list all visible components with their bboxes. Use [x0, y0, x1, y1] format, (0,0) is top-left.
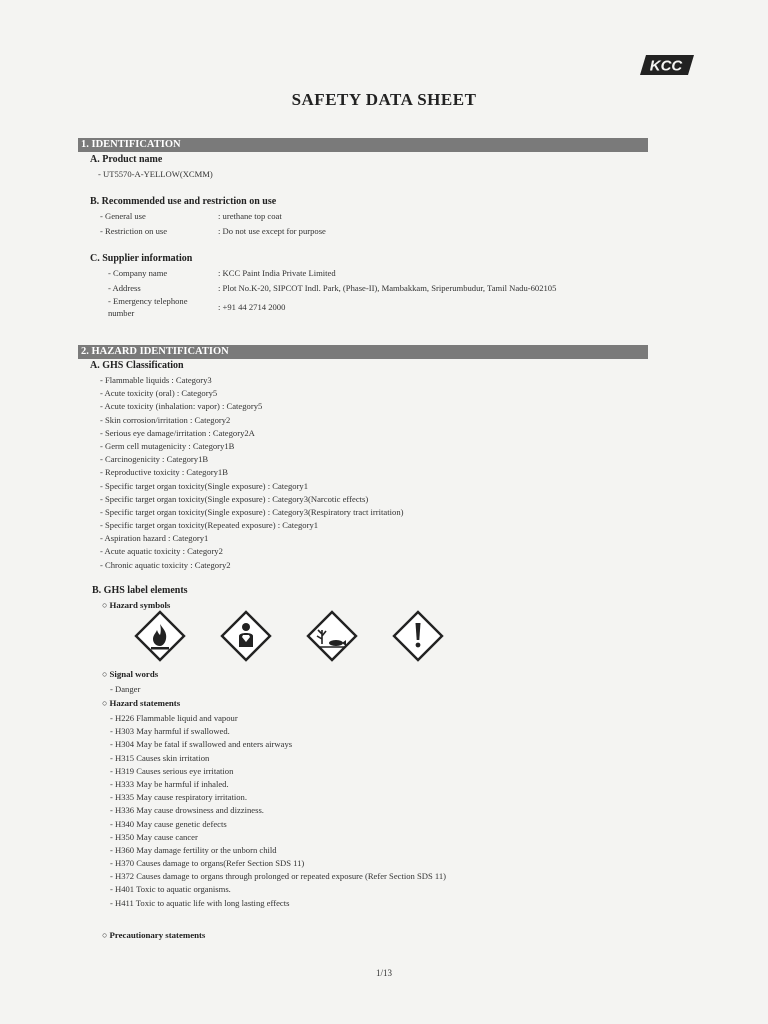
emergency-phone-label-1: - Emergency telephone — [108, 296, 188, 306]
hazard-statement: - H335 May cause respiratory irritation. — [110, 792, 247, 803]
ghs-classification-heading: A. GHS Classification — [90, 360, 184, 371]
address-label: - Address — [108, 283, 141, 293]
hazard-statement: - H319 Causes serious eye irritation — [110, 765, 234, 776]
ghs-item: - Specific target organ toxicity(Single exposure) : Category3(Respiratory tract irritation) — [100, 506, 404, 517]
product-name-heading: A. Product name — [90, 154, 163, 165]
ghs-classification-list — [100, 374, 403, 572]
ghs-item: - Acute toxicity (oral) : Category5 — [100, 388, 218, 399]
address-row — [108, 283, 638, 295]
document-title: SAFETY DATA SHEET — [291, 90, 477, 109]
hazard-statement: - H372 Causes damage to organs through prolonged or repeated exposure (Refer Section SDS 11) — [110, 871, 447, 882]
hazard-statement: - H401 Toxic to aquatic organisms. — [110, 884, 231, 895]
general-use-row — [100, 211, 600, 223]
ghs-item: - Serious eye damage/irritation : Category2A — [100, 427, 255, 438]
hazard-statement: - H370 Causes damage to organs(Refer Section SDS 11) — [110, 858, 305, 869]
kcc-logo-text: KCC — [649, 57, 683, 75]
exclamation-pictogram-icon — [392, 610, 444, 662]
health-hazard-pictogram-icon — [220, 610, 272, 662]
signal-word-value: - Danger — [110, 684, 141, 694]
ghs-item: - Carcinogenicity : Category1B — [100, 454, 209, 465]
address-value: : Plot No.K-20, SIPCOT Indl. Park, (Phase-II), Mambakkam, Sriperumbudur, Tamil Nadu-602105 — [218, 283, 557, 293]
general-use-label: - General use — [100, 211, 146, 221]
ghs-item: - Chronic aquatic toxicity : Category2 — [100, 559, 231, 570]
restriction-use-value: : Do not use except for purpose — [218, 226, 326, 236]
signal-words-heading: ○ Signal words — [102, 669, 159, 679]
page-number: 1/13 — [375, 968, 392, 978]
general-use-value: : urethane top coat — [218, 211, 282, 221]
section-identification-header: 1. IDENTIFICATION — [78, 138, 648, 152]
kcc-logo — [640, 54, 694, 76]
ghs-item: - Acute aquatic toxicity : Category2 — [100, 546, 223, 557]
ghs-item: - Flammable liquids : Category3 — [100, 375, 212, 385]
supplier-info-heading: C. Supplier information — [90, 253, 193, 264]
hazard-statement: - H315 Causes skin irritation — [110, 752, 210, 763]
company-name-label: - Company name — [108, 268, 168, 278]
hazard-statement: - H303 May harmful if swallowed. — [110, 726, 230, 737]
environment-pictogram-icon — [306, 610, 358, 662]
section-hazard-header: 2. HAZARD IDENTIFICATION — [78, 345, 648, 359]
ghs-item: - Germ cell mutagenicity : Category1B — [100, 440, 235, 451]
hazard-statement: - H350 May cause cancer — [110, 831, 198, 842]
hazard-statements-list — [110, 712, 446, 910]
precautionary-statements-heading: ○ Precautionary statements — [102, 930, 206, 940]
product-name-value: - UT5570-A-YELLOW(XCMM) — [98, 169, 213, 179]
hazard-symbols-row — [134, 610, 444, 662]
company-name-value: : KCC Paint India Private Limited — [218, 268, 336, 278]
ghs-item: - Specific target organ toxicity(Single exposure) : Category3(Narcotic effects) — [100, 493, 369, 504]
hazard-statement: - H340 May cause genetic defects — [110, 818, 227, 829]
ghs-item: - Specific target organ toxicity(Repeated exposure) : Category1 — [100, 520, 319, 531]
ghs-item: - Reproductive toxicity : Category1B — [100, 467, 228, 478]
restriction-use-row — [100, 226, 600, 238]
hazard-symbols-heading: ○ Hazard symbols — [102, 600, 171, 610]
hazard-statement: - H336 May cause drowsiness and dizziness. — [110, 805, 264, 816]
ghs-item: - Specific target organ toxicity(Single exposure) : Category1 — [100, 480, 309, 491]
recommended-use-heading: B. Recommended use and restriction on use — [90, 196, 277, 207]
ghs-item: - Skin corrosion/irritation : Category2 — [100, 414, 231, 425]
restriction-use-label: - Restriction on use — [100, 226, 168, 236]
hazard-statement: - H226 Flammable liquid and vapour — [110, 713, 238, 723]
emergency-phone-value: : +91 44 2714 2000 — [218, 302, 286, 312]
ghs-item: - Aspiration hazard : Category1 — [100, 533, 209, 544]
emergency-phone-label-2: number — [108, 308, 135, 318]
hazard-statement: - H333 May be harmful if inhaled. — [110, 778, 229, 789]
ghs-item: - Acute toxicity (inhalation: vapor) : Category5 — [100, 401, 263, 412]
hazard-statement: - H360 May damage fertility or the unborn child — [110, 844, 277, 855]
company-name-row — [108, 268, 638, 280]
flame-pictogram-icon — [134, 610, 186, 662]
hazard-statement: - H304 May be fatal if swallowed and enters airways — [110, 739, 293, 750]
hazard-statements-heading: ○ Hazard statements — [102, 698, 181, 708]
hazard-statement: - H411 Toxic to aquatic life with long lasting effects — [110, 897, 290, 908]
ghs-label-elements-heading: B. GHS label elements — [92, 585, 188, 596]
